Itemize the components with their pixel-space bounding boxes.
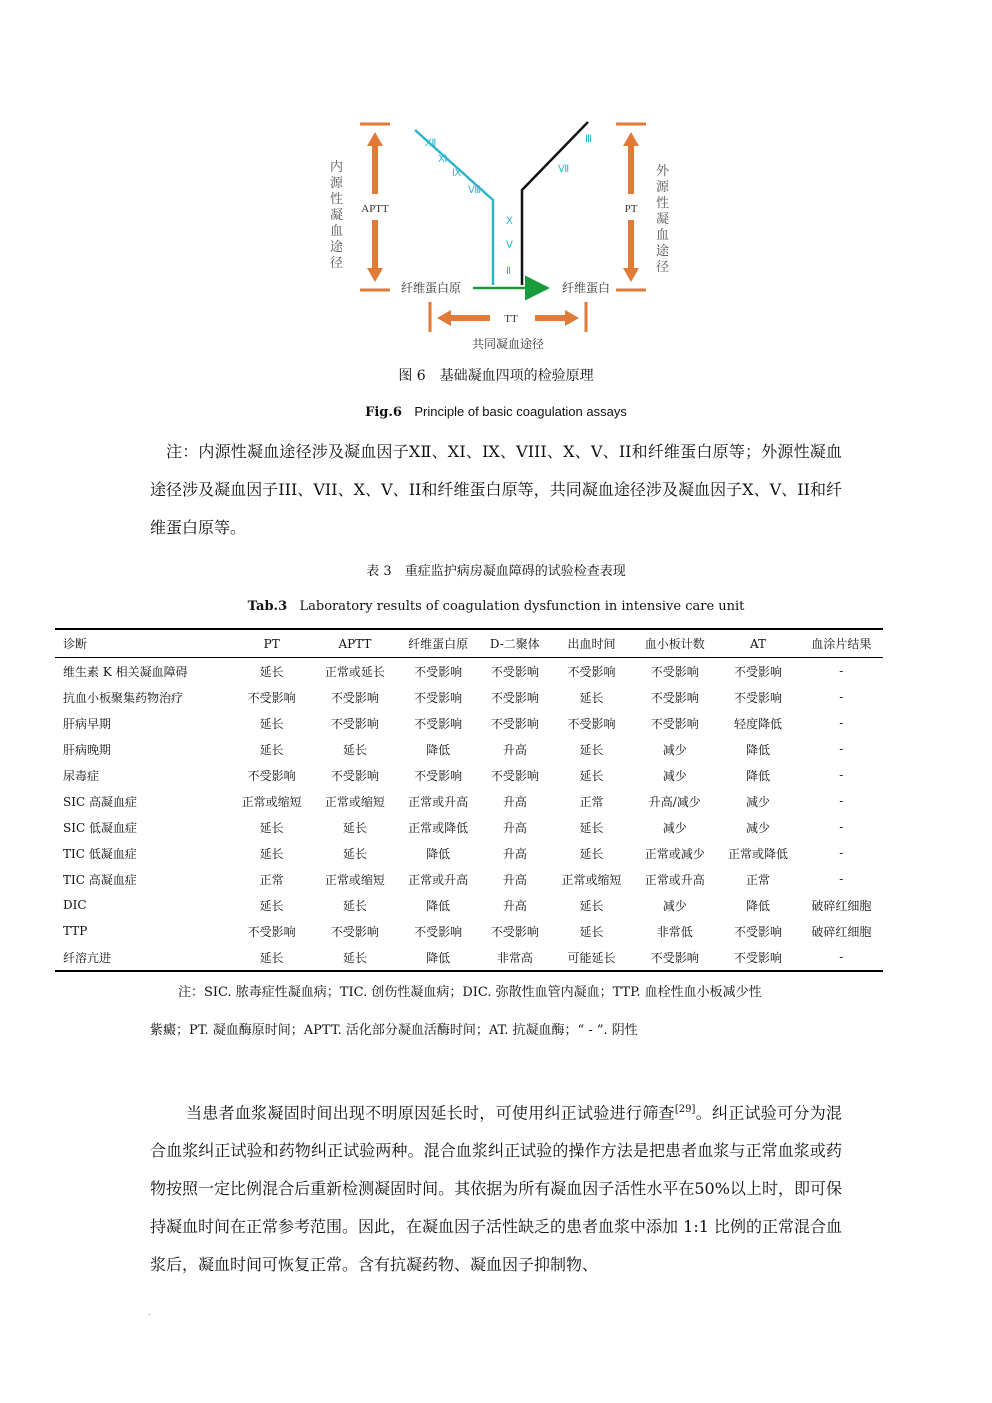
table-header-cell: 血小板计数 — [633, 629, 716, 658]
table-cell: 正常 — [746, 872, 771, 887]
table-cell: - — [839, 768, 844, 782]
table-cell: 不受影响 — [633, 944, 716, 971]
table-cell: 肝病早期 — [63, 716, 112, 731]
table-cell: 不受影响 — [490, 924, 539, 939]
intrinsic-pathway-line — [415, 130, 493, 285]
table-cell: 不受影响 — [330, 716, 379, 731]
figure-caption-cn: 图 6 基础凝血四项的检验原理 — [398, 368, 594, 384]
table-cell: 破碎红细胞 — [811, 898, 872, 913]
table-cell: 非常低 — [656, 924, 693, 939]
table-caption-en — [0, 599, 992, 614]
pt-label: PT — [624, 203, 638, 215]
figure-note: 注：内源性凝血途径涉及凝血因子XⅡ、XⅠ、IX、VIII、X、V、II和纤维蛋白原等；外源性凝血途径涉及凝血因子III、VII、X、V、II和纤维蛋白原等，共同凝血途径涉及凝血因子X、V、II和纤维蛋白原等。 — [150, 442, 842, 537]
table-cell: 延长 — [342, 742, 367, 757]
table-cell: TIC 高凝血症 — [63, 872, 137, 887]
table-cell: - — [839, 690, 844, 704]
table-cell: 不受影响 — [734, 690, 783, 705]
table-cell: 降低 — [426, 742, 451, 757]
table-cell: 破碎红细胞 — [811, 924, 872, 939]
table-cell: 不受影响 — [716, 944, 799, 971]
table-cell: TTP — [63, 924, 88, 938]
table-cell: - — [839, 846, 844, 860]
tt-label: TT — [504, 313, 518, 325]
table-caption-en-text: Laboratory results of coagulation dysfunction in intensive care unit — [299, 599, 745, 614]
table-cell: 延长 — [342, 898, 367, 913]
table-cell: 不受影响 — [247, 768, 296, 783]
table-cell: 延长 — [259, 820, 284, 835]
table-cell: 降低 — [426, 898, 451, 913]
fibrinogen-label: 纤维蛋白原 — [400, 281, 462, 295]
table-cell: 正常或延长 — [324, 664, 385, 679]
body-text-part2: 。纠正试验可分为混合血浆纠正试验和药物纠正试验两种。混合血浆纠正试验的操作方法是把患者血浆与正常血浆或药物按照一定比例混合后重新检测凝固时间。其依据为所有凝血因子活性水平在50%以上时，即可保持凝血时间在正常参考范围。因此，在凝血因子活性缺乏的患者血浆中添加 1:1 比例的正常混合血浆后，凝血时间可恢复正常。含有抗凝药物、凝血因子抑制物、 — [150, 1103, 842, 1275]
table-cell: 降低 — [397, 944, 480, 971]
table-cell: 正常或缩短 — [324, 794, 385, 809]
table-cell: 延长 — [579, 898, 604, 913]
table-cell: 不受影响 — [734, 924, 783, 939]
table-cell: 不受影响 — [567, 716, 616, 731]
table-header-cell: APTT — [313, 629, 396, 658]
table-header-cell: 出血时间 — [550, 629, 633, 658]
table-cell: 正常 — [579, 794, 604, 809]
table-cell: - — [839, 742, 844, 756]
table-cell: 不受影响 — [567, 664, 616, 679]
table-row — [55, 944, 883, 971]
table-cell: 延长 — [579, 690, 604, 705]
table-cell: 减少 — [662, 898, 687, 913]
table-cell: 升高 — [502, 872, 527, 887]
table-cell: SIC 低凝血症 — [63, 820, 137, 835]
table-cell: 不受影响 — [490, 716, 539, 731]
factor-ix-label: Ⅸ — [452, 168, 462, 179]
table-cell: 抗血小板聚集药物治疗 — [63, 690, 184, 705]
table-cell: 降低 — [746, 898, 771, 913]
table-cell: 正常或升高 — [408, 872, 469, 887]
figure-caption-en-label: Fig.6 — [365, 405, 402, 420]
table-cell: 不受影响 — [490, 690, 539, 705]
table-cell: 延长 — [579, 820, 604, 835]
table-cell: - — [839, 794, 844, 808]
table-cell: - — [800, 944, 883, 971]
table-cell: 升高 — [502, 820, 527, 835]
table-row — [55, 658, 883, 685]
table-cell: 正常或缩短 — [241, 794, 302, 809]
table-cell: 延长 — [259, 898, 284, 913]
table-cell: 升高 — [502, 742, 527, 757]
table-note-line2: 紫癜；PT. 凝血酶原时间；APTT. 活化部分凝血活酶时间；AT. 抗凝血酶；“ - ”. 阴性 — [150, 1023, 638, 1038]
citation-ref[interactable]: [29] — [674, 1104, 696, 1115]
table-cell: 不受影响 — [414, 690, 463, 705]
body-text-part1: 当患者血浆凝固时间出现不明原因延长时，可使用纠正试验进行筛查 — [186, 1103, 675, 1123]
table-cell: 降低 — [746, 742, 771, 757]
table-row — [55, 736, 883, 762]
factor-iii-label: Ⅲ — [585, 134, 592, 145]
table-row — [55, 684, 883, 710]
common-pathway-label: 共同凝血途径 — [471, 337, 545, 351]
figure-caption-en-text: Principle of basic coagulation assays — [414, 404, 627, 419]
table-cell: 正常或缩短 — [561, 872, 622, 887]
table-cell: 纤溶亢进 — [55, 944, 230, 971]
factor-ii-label: Ⅱ — [506, 266, 511, 277]
table-note-line1: 注：SIC. 脓毒症性凝血病；TIC. 创伤性凝血病；DIC. 弥散性血管内凝血；TTP. 血栓性血小板减少性 — [178, 985, 762, 1000]
factor-x-label: Ⅹ — [506, 216, 513, 227]
table-cell: 轻度降低 — [734, 716, 783, 731]
table-cell: 不受影响 — [414, 716, 463, 731]
page-marker: . — [148, 1308, 151, 1317]
table-cell: 正常或减少 — [644, 846, 705, 861]
table-cell: 非常高 — [480, 944, 550, 971]
table-row — [55, 918, 883, 944]
table-header-cell: AT — [716, 629, 799, 658]
table-cell: 不受影响 — [734, 664, 783, 679]
table-cell: 降低 — [746, 768, 771, 783]
body-paragraph — [150, 1091, 842, 1284]
table-cell: 延长 — [579, 846, 604, 861]
factor-xi-label: Ⅺ — [438, 154, 448, 165]
table-cell: 不受影响 — [650, 716, 699, 731]
table-cell: 正常或缩短 — [324, 872, 385, 887]
table-cell: - — [839, 820, 844, 834]
table-header-cell: D-二聚体 — [480, 629, 550, 658]
table-cell: 不受影响 — [414, 924, 463, 939]
table-cell: 维生素 K 相关凝血障碍 — [63, 664, 188, 679]
table-caption-cn: 表 3 重症监护病房凝血障碍的试验检查表现 — [366, 564, 626, 579]
fibrin-label: 纤维蛋白 — [561, 281, 611, 295]
table-cell: 肝病晚期 — [63, 742, 112, 757]
table-cell: - — [839, 872, 844, 886]
table-cell: 可能延长 — [550, 944, 633, 971]
table-cell: 不受影响 — [414, 768, 463, 783]
table-cell: 延长 — [313, 944, 396, 971]
table-cell: 减少 — [662, 820, 687, 835]
table-cell: 延长 — [342, 820, 367, 835]
figure-caption-en — [0, 404, 992, 420]
table-cell: 减少 — [662, 768, 687, 783]
table-cell: 升高 — [502, 898, 527, 913]
table-cell: 延长 — [259, 742, 284, 757]
table-cell: SIC 高凝血症 — [63, 794, 137, 809]
table-cell: 不受影响 — [247, 690, 296, 705]
table-cell: 减少 — [746, 794, 771, 809]
table-header-row — [55, 629, 883, 658]
table-cell: 不受影响 — [414, 664, 463, 679]
table-cell: 不受影响 — [330, 924, 379, 939]
table-cell: 延长 — [259, 716, 284, 731]
table-cell: 正常 — [259, 872, 284, 887]
table-row — [55, 788, 883, 814]
table-row — [55, 762, 883, 788]
table-cell: 升高 — [502, 794, 527, 809]
table-cell: 正常或降低 — [728, 846, 789, 861]
table-cell: 降低 — [426, 846, 451, 861]
table-cell: 延长 — [342, 846, 367, 861]
table-header-cell: 血涂片结果 — [800, 629, 883, 658]
table-header-cell: PT — [230, 629, 313, 658]
table-cell: 减少 — [746, 820, 771, 835]
table-cell: 正常或降低 — [408, 820, 469, 835]
table-cell: 不受影响 — [330, 690, 379, 705]
table-cell: 正常或升高 — [644, 872, 705, 887]
table-cell: 延长 — [579, 742, 604, 757]
table-caption-en-label: Tab.3 — [247, 599, 288, 614]
table-cell: 正常或升高 — [408, 794, 469, 809]
table-cell: 不受影响 — [330, 768, 379, 783]
table-row — [55, 866, 883, 892]
table-cell: 升高/减少 — [648, 794, 701, 809]
table-cell: 延长 — [579, 924, 604, 939]
table-cell: DIC — [63, 898, 87, 912]
table-cell: 不受影响 — [650, 690, 699, 705]
table-cell: 不受影响 — [650, 664, 699, 679]
table-row — [55, 892, 883, 918]
table-cell: 不受影响 — [490, 664, 539, 679]
table-cell: 不受影响 — [247, 924, 296, 939]
table-cell: 延长 — [259, 846, 284, 861]
factor-xii-label: Ⅻ — [425, 138, 437, 149]
table-header-cell: 诊断 — [55, 629, 230, 658]
table-cell: 减少 — [662, 742, 687, 757]
factor-vii-label: Ⅶ — [558, 164, 570, 175]
extrinsic-pathway-label: 外源性凝血途径 — [656, 164, 670, 275]
table-cell: 升高 — [502, 846, 527, 861]
table-cell: - — [839, 716, 844, 730]
table-cell: 延长 — [259, 664, 284, 679]
table-cell: 不受影响 — [490, 768, 539, 783]
coagulation-pathway-diagram — [300, 110, 700, 360]
coagulation-results-table — [55, 628, 883, 972]
table-cell: - — [839, 664, 844, 678]
table-cell: 尿毒症 — [63, 768, 100, 783]
table-row — [55, 814, 883, 840]
extrinsic-pathway-line — [522, 122, 588, 285]
table-cell: 延长 — [230, 944, 313, 971]
intrinsic-pathway-label: 内源性凝血途径 — [330, 160, 344, 271]
factor-v-label: Ⅴ — [506, 240, 513, 251]
table-cell: 延长 — [579, 768, 604, 783]
table-cell: TIC 低凝血症 — [63, 846, 137, 861]
table-header-cell: 纤维蛋白原 — [397, 629, 480, 658]
aptt-label: APTT — [361, 203, 389, 215]
table-row — [55, 840, 883, 866]
table-row — [55, 710, 883, 736]
factor-viii-label: Ⅷ — [468, 185, 482, 196]
